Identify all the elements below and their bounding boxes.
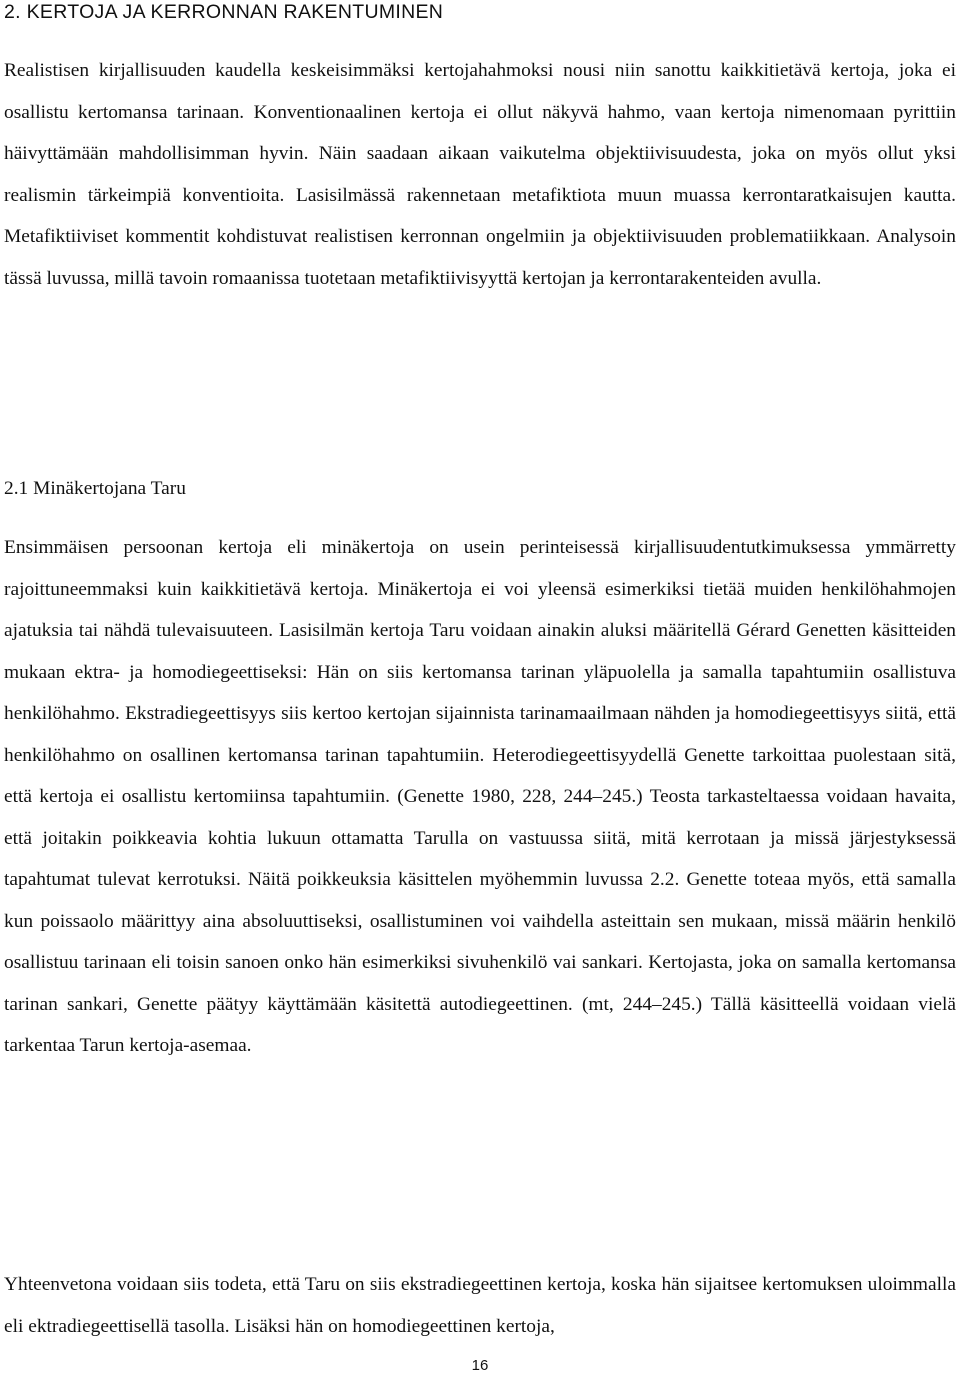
intro-paragraph: Realistisen kirjallisuuden kaudella keskeisimmäksi kertojahahmoksi nousi niin sanottu kaikkitietävä kertoja, joka ei osallistu kertomansa tarinaan. Konventionaalinen kertoja ei ollut näkyvä hahmo, vaan kertoja nimenomaan pyrittiin häivyttämään mahdollisimman hyvin. Näin saadaan aikaan vaikutelma objektiivisuudesta, joka on myös ollut yksi realismin tärkeimpiä konventioita. Lasisilmässä rakennetaan metafiktiota muun muassa kerrontaratkaisujen kautta. Metafiktiiviset kommentit kohdistuvat realistisen kerronnan ongelmiin ja objektiivisuuden problematiikkaan. Analysoin tässä luvussa, millä tavoin romaanissa tuotetaan metafiktiivisyyttä kertojan ja kerrontarakenteiden avulla. [4, 60, 956, 289]
summary-paragraph: Yhteenvetona voidaan siis todeta, että Taru on siis ekstradiegeettinen kertoja, koska hän sijaitsee kertomuksen uloimmalla eli ektradiegeettisellä tasolla. Lisäksi hän on homodiegeettinen kertoja, [4, 1274, 956, 1337]
section-paragraph: Ensimmäisen persoonan kertoja eli minäkertoja on usein perinteisessä kirjallisuudentutkimuksessa ymmärretty rajoittuneemmaksi kuin kaikkitietävä kertoja. Minäkertoja ei voi yleensä esimerkiksi tietää muiden henkilöhahmojen ajatuksia tai nähdä tulevaisuuteen. Lasisilmän kertoja Taru voidaan ainakin aluksi määritellä Gérard Genetten käsitteiden mukaan ektra- ja homodiegeettiseksi: Hän on siis kertomansa tarinan yläpuolella ja samalla tapahtumiin osallistuva henkilöhahmo. Ekstradiegeettisyys siis kertoo kertojan sijainnista tarinamaailmaan nähden ja homodiegeettisyys siitä, että henkilöhahmo on osallinen kertomansa tarinan tapahtumiin. Heterodiegeettisyydellä Genette tarkoittaa puolestaan sitä, että kertoja ei osallistu kertomiinsa tapahtumiin. (Genette 1980, 228, 244–245.) Teosta tarkasteltaessa voidaan havaita, että joitakin poikkeavia kohtia lukuun ottamatta Tarulla on vastuussa siitä, mitä kerrotaan ja missä järjestyksessä tapahtumat tulevat kerrotuksi. Näitä poikkeuksia käsittelen myöhemmin luvussa 2.2. Genette toteaa myös, että samalla kun poissaolo määrittyy aina absoluuttiseksi, osallistuminen voi vaihdella asteittain sen mukaan, missä määrin henkilö osallistuu tarinaan eli toisin sanoen onko hän esimerkiksi sivuhenkilö vai sankari. Kertojasta, joka on samalla kertomansa tarinan sankari, Genette päätyy käyttämään käsitettä autodiegeettinen. (mt, 244–245.) Tällä käsitteellä voidaan vielä tarkentaa Tarun kertoja-asemaa. [4, 537, 956, 1056]
document-page [4, 0, 956, 1379]
section-heading: 2.1 Minäkertojana Taru [4, 478, 186, 499]
page-number: 16 [471, 1357, 489, 1374]
chapter-heading: 2. KERTOJA JA KERRONNAN RAKENTUMINEN [4, 1, 444, 23]
